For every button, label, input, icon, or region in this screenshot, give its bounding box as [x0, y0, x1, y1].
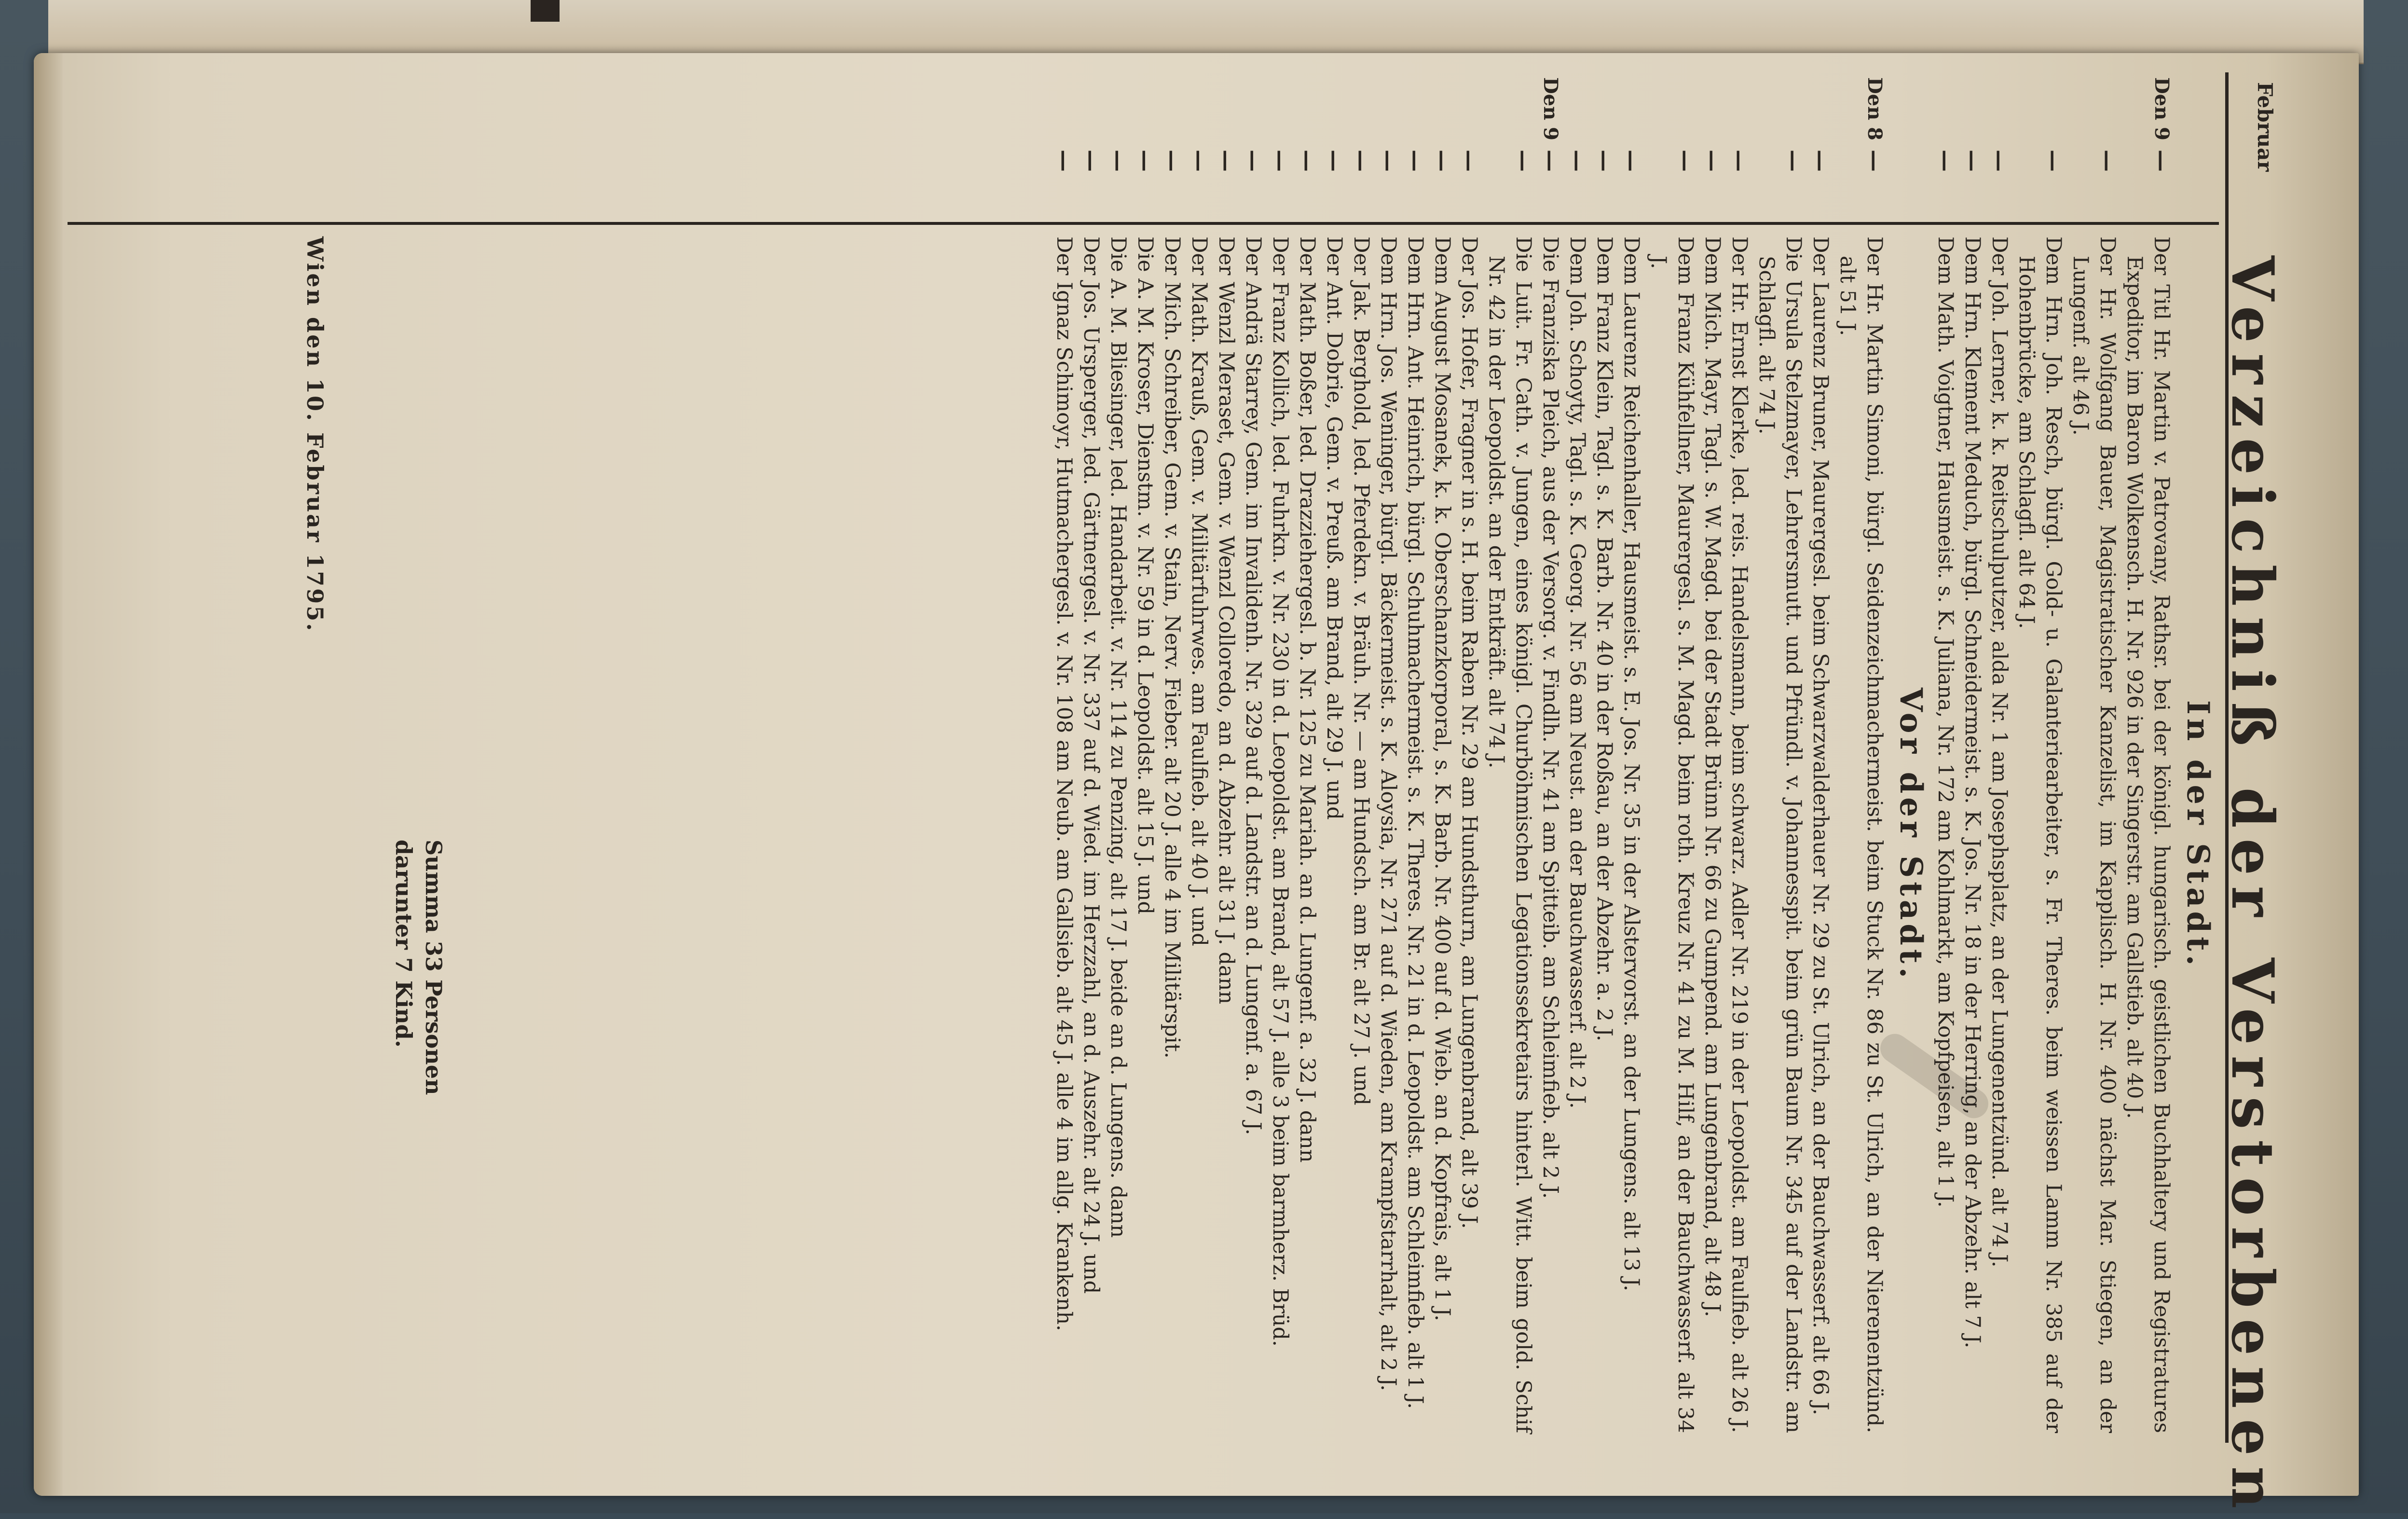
register-entry: Dem Math. Voigtner, Hausmeist. s. K. Juliana, Nr. 172 am Kohlmarkt, am Kopfpeisen, alt 1 J.	[1933, 236, 1957, 1208]
register-entry: Der Hr. Ernst Klerke, led. reis. Handelsmann, beim schwarz. Adler Nr. 219 in der Leopoldst. am Faulfieb. alt 26 J.	[1727, 236, 1751, 1433]
entry-dash: —	[1322, 150, 1348, 172]
register-entry: Der Laurenz Bruner, Maurergesl. beim Schwarzwalderhauer Nr. 29 zu St. Ulrich, an der Bauchwasserf. alt 66 J.	[1808, 236, 1833, 1415]
footer-place-date: Wien den 10. Februar 1795.	[302, 236, 328, 633]
entry-dash: —	[1106, 150, 1132, 172]
entry-dash: —	[1511, 150, 1537, 172]
city-entries	[1932, 236, 2175, 1433]
section-heading-suburb: Vor der Stadt.	[1893, 688, 1929, 982]
summary-total: Summa 33 Personen	[421, 840, 447, 1095]
register-entry: Dem Hrn. Ant. Heinrich, bürgl. Schuhmachermeist. s. K. Theres. Nr. 21 in d. Leopoldst. am Schleimfieb. alt 1 J.	[1403, 236, 1427, 1409]
register-entry: Dem August Mosanek, k. k. Oberschanzkorporal, s. K. Barb. Nr. 400 auf d. Wieb. an d. Kopfrais, alt 1 J.	[1430, 236, 1454, 1321]
register-entry: Der Titl Hr. Martin v. Patrovany, Rathsr. bei der königl. hungarisch. geistlichen Buchhaltery und Registratures Expeditor, im Baron Wolkensch. H. Nr. 926 in der Singerstr. am Gallstieb. alt 40 J.	[2122, 236, 2174, 1433]
register-entry: Die Luit. Fr. Cath. v. Jungen, eines königl. Churböhmischen Legationssekretairs hinterl. Witt. beim gold. Schif Nr. 42 in der Leopoldst. an der Entkräft. alt 74 J.	[1484, 236, 1535, 1433]
register-entry: Die Franziska Pleich, aus der Versorg. v. Findlh. Nr. 41 am Spitteib. am Schleimfieb. alt 2 J.	[1538, 236, 1562, 1199]
date-column	[68, 77, 2219, 225]
entry-dash: —	[1403, 150, 1429, 172]
register-entry: Dem Mich. Mayr, Tagl. s. W. Magd. bei der Stadt Brünn Nr. 66 zu Gumpend. am Lungenbrand, alt 48 J.	[1700, 236, 1724, 1317]
page-title: Verzeichniß der Verstorbenen	[2218, 256, 2286, 1519]
entry-dash: —	[1430, 150, 1456, 172]
entry-date: Den 9	[1539, 77, 1562, 140]
entry-dash: —	[1565, 150, 1591, 172]
register-entry: Der Hr. Wolfgang Bauer, Magistratischer Kanzelist, im Kapplisch. H. Nr. 400 nächst Mar. Stiegen, an der Lungenf. alt 46 J.	[2068, 236, 2120, 1433]
entry-dash: —	[1052, 150, 1078, 172]
entry-dash: —	[1538, 150, 1564, 172]
entry-dash: —	[1241, 150, 1267, 172]
register-entry: Der Jos. Ursperger, led. Gärtnergesl. v. Nr. 337 auf d. Wied. im Herzzahl, an d. Auszehr. alt 24 J. und	[1079, 236, 1103, 1294]
register-entry: Der Math. Krauß, Gem. v. Militärfuhrwes. am Faulfieb. alt 40 J. und	[1187, 236, 1211, 946]
entry-dash: —	[1808, 150, 1834, 172]
register-entry: Dem Joh. Schoyty, Tagl. s. K. Georg. Nr. 56 am Neust. an der Bauchwasserf. alt 2 J.	[1565, 236, 1589, 1109]
register-entry: Der Andrä Starrey, Gem. im Invalidenh. Nr. 329 auf d. Landstr. an d. Lungenf. a. 67 J.	[1241, 236, 1265, 1135]
entry-date: Den 9	[2150, 77, 2173, 140]
register-entry: Der Jak. Berghold, led. Pferdekn. v. Bräuh. Nr. — am Hundsch. am Br. alt 27 J. und	[1349, 236, 1373, 1105]
register-entry: Dem Hrn. Klement Meduch, bürgl. Schneidermeist. s. K. Jos. Nr. 18 in der Herring, an der Abzehr. alt 7 J.	[1960, 236, 1984, 1349]
entry-dash: —	[1187, 150, 1213, 172]
entry-dash: —	[1133, 150, 1159, 172]
entry-dash: —	[1960, 150, 1986, 172]
summary-children: darunter 7 Kind.	[391, 840, 417, 1048]
entry-dash: —	[2095, 150, 2121, 172]
entry-dash: —	[1079, 150, 1105, 172]
register-entry: Dem Laurenz Reichenhaller, Hausmeist. s. E. Jos. Nr. 35 in der Alstervorst. an der Lungens. alt 13 J.	[1619, 236, 1643, 1291]
register-entry: Dem Franz Kühfellner, Maurergesl. s. M. Magd. beim roth. Kreuz Nr. 41 zu M. Hilf, an der Bauchwasserf. alt 34 J.	[1646, 236, 1697, 1433]
register-entry: Dem Hrn. Joh. Resch, bürgl. Gold- u. Galanteriearbeiter, s. Fr. Theres. beim weissen Lamm Nr. 385 auf der Hohenbrücke, am Schlagfl. alt 64 J.	[2014, 236, 2066, 1433]
entry-dash: —	[1933, 150, 1959, 172]
register-entry: Der Franz Kollich, led. Fuhrkn. v. Nr. 230 in d. Leopoldst. am Brand, alt 57 J. alle 3 beim barmherz. Brüd.	[1268, 236, 1292, 1347]
entry-dash: —	[2149, 150, 2175, 172]
entry-dash: —	[1160, 150, 1186, 172]
rotated-text-frame	[58, 72, 2286, 1519]
entry-dash: —	[1214, 150, 1240, 172]
section-heading-city: In der Stadt.	[2180, 700, 2216, 970]
entry-dash: —	[1376, 150, 1402, 172]
register-entry: Die A. M. Bliesinger, led. Handarbeit. v. Nr. 114 zu Penzing, alt 17 J. beide an d. Lungens. dann	[1106, 236, 1130, 1238]
register-entry: Der Ignaz Schimoyr, Hutmachergesl. v. Nr. 108 am Neub. am Gallsieb. alt 45 J. alle 4 im allg. Krankenh.	[1052, 236, 1076, 1331]
entry-dash: —	[1700, 150, 1726, 172]
register-entry: Der Hr. Martin Simoni, bürgl. Seidenzeichmachermeist. beim Stuck Nr. 86 zu St. Ulrich, an der Nierenentzünd. alt 51 J.	[1835, 236, 1887, 1433]
entry-dash: —	[1987, 150, 2013, 172]
entry-dash: —	[2041, 150, 2067, 172]
register-entry: Der Jos. Hofer, Fragner in s. H. beim Raben Nr. 29 am Hundsthurn, am Lungenbrand, alt 39 J.	[1457, 236, 1481, 1229]
register-entry: Der Mich. Schreiber, Gem. v. Stain, Nerv. Fieber. alt 20 J. alle 4 im Militärspit.	[1160, 236, 1184, 1059]
entry-dash: —	[1619, 150, 1645, 172]
register-entry: Der Math. Boßer, led. Drazziehergesl. b. Nr. 125 zu Mariah. an d. Lungenf. a. 32 J. dann	[1295, 236, 1319, 1163]
register-body	[1051, 236, 2219, 1433]
register-entry: Der Ant. Dobrie, Gem. v. Preuß. am Brand, alt 29 J. und	[1322, 236, 1346, 820]
entry-dash: —	[1268, 150, 1294, 172]
register-entry: Die Ursula Stelzmayer, Lehrersmutt. und Pfründl. v. Johannesspit. beim grün Baum Nr. 345 auf der Landstr. am Schlagfl. alt 74 J.	[1754, 236, 1806, 1433]
register-entry: Die A. M. Kroser, Dienstm. v. Nr. 59 in d. Leopoldst. alt 15 J. und	[1133, 236, 1157, 914]
register-entry: Der Wenzl Meraset, Gem. v. Wenzl Colloredo, an d. Abzehr. alt 31 J. dann	[1214, 236, 1238, 1005]
entry-date: Den 8	[1863, 77, 1886, 140]
summary-block	[389, 840, 449, 1443]
entry-dash: —	[1727, 150, 1753, 172]
entry-dash: —	[1781, 150, 1807, 172]
entry-dash: —	[1592, 150, 1618, 172]
register-entry: Dem Franz Klein, Tagl. s. K. Barb. Nr. 40 in der Roßau, an der Abzehr. a. 2 J.	[1592, 236, 1616, 1042]
entry-dash: —	[1457, 150, 1483, 172]
register-entry: Der Joh. Lerner, k. k. Reitschulputzer, alda Nr. 1 am Josephsplatz, an der Lungenentzünd. alt 74 J.	[1987, 236, 2011, 1268]
suburb-entries	[1051, 236, 1888, 1433]
register-entry: Dem Hrn. Jos. Weninger, bürgl. Bäckermeist. s. K. Aloysia, Nr. 271 auf d. Wieden, am Krampfstarrhalt, alt 2 J.	[1376, 236, 1400, 1391]
month-label: Februar	[2253, 82, 2277, 172]
register-column	[68, 72, 2219, 1443]
entry-dash: —	[1862, 150, 1888, 172]
entry-dash: —	[1673, 150, 1699, 172]
entry-dash: —	[1295, 150, 1321, 172]
page-header	[2218, 72, 2286, 1519]
entry-dash: —	[1349, 150, 1375, 172]
ink-mark	[531, 0, 560, 22]
